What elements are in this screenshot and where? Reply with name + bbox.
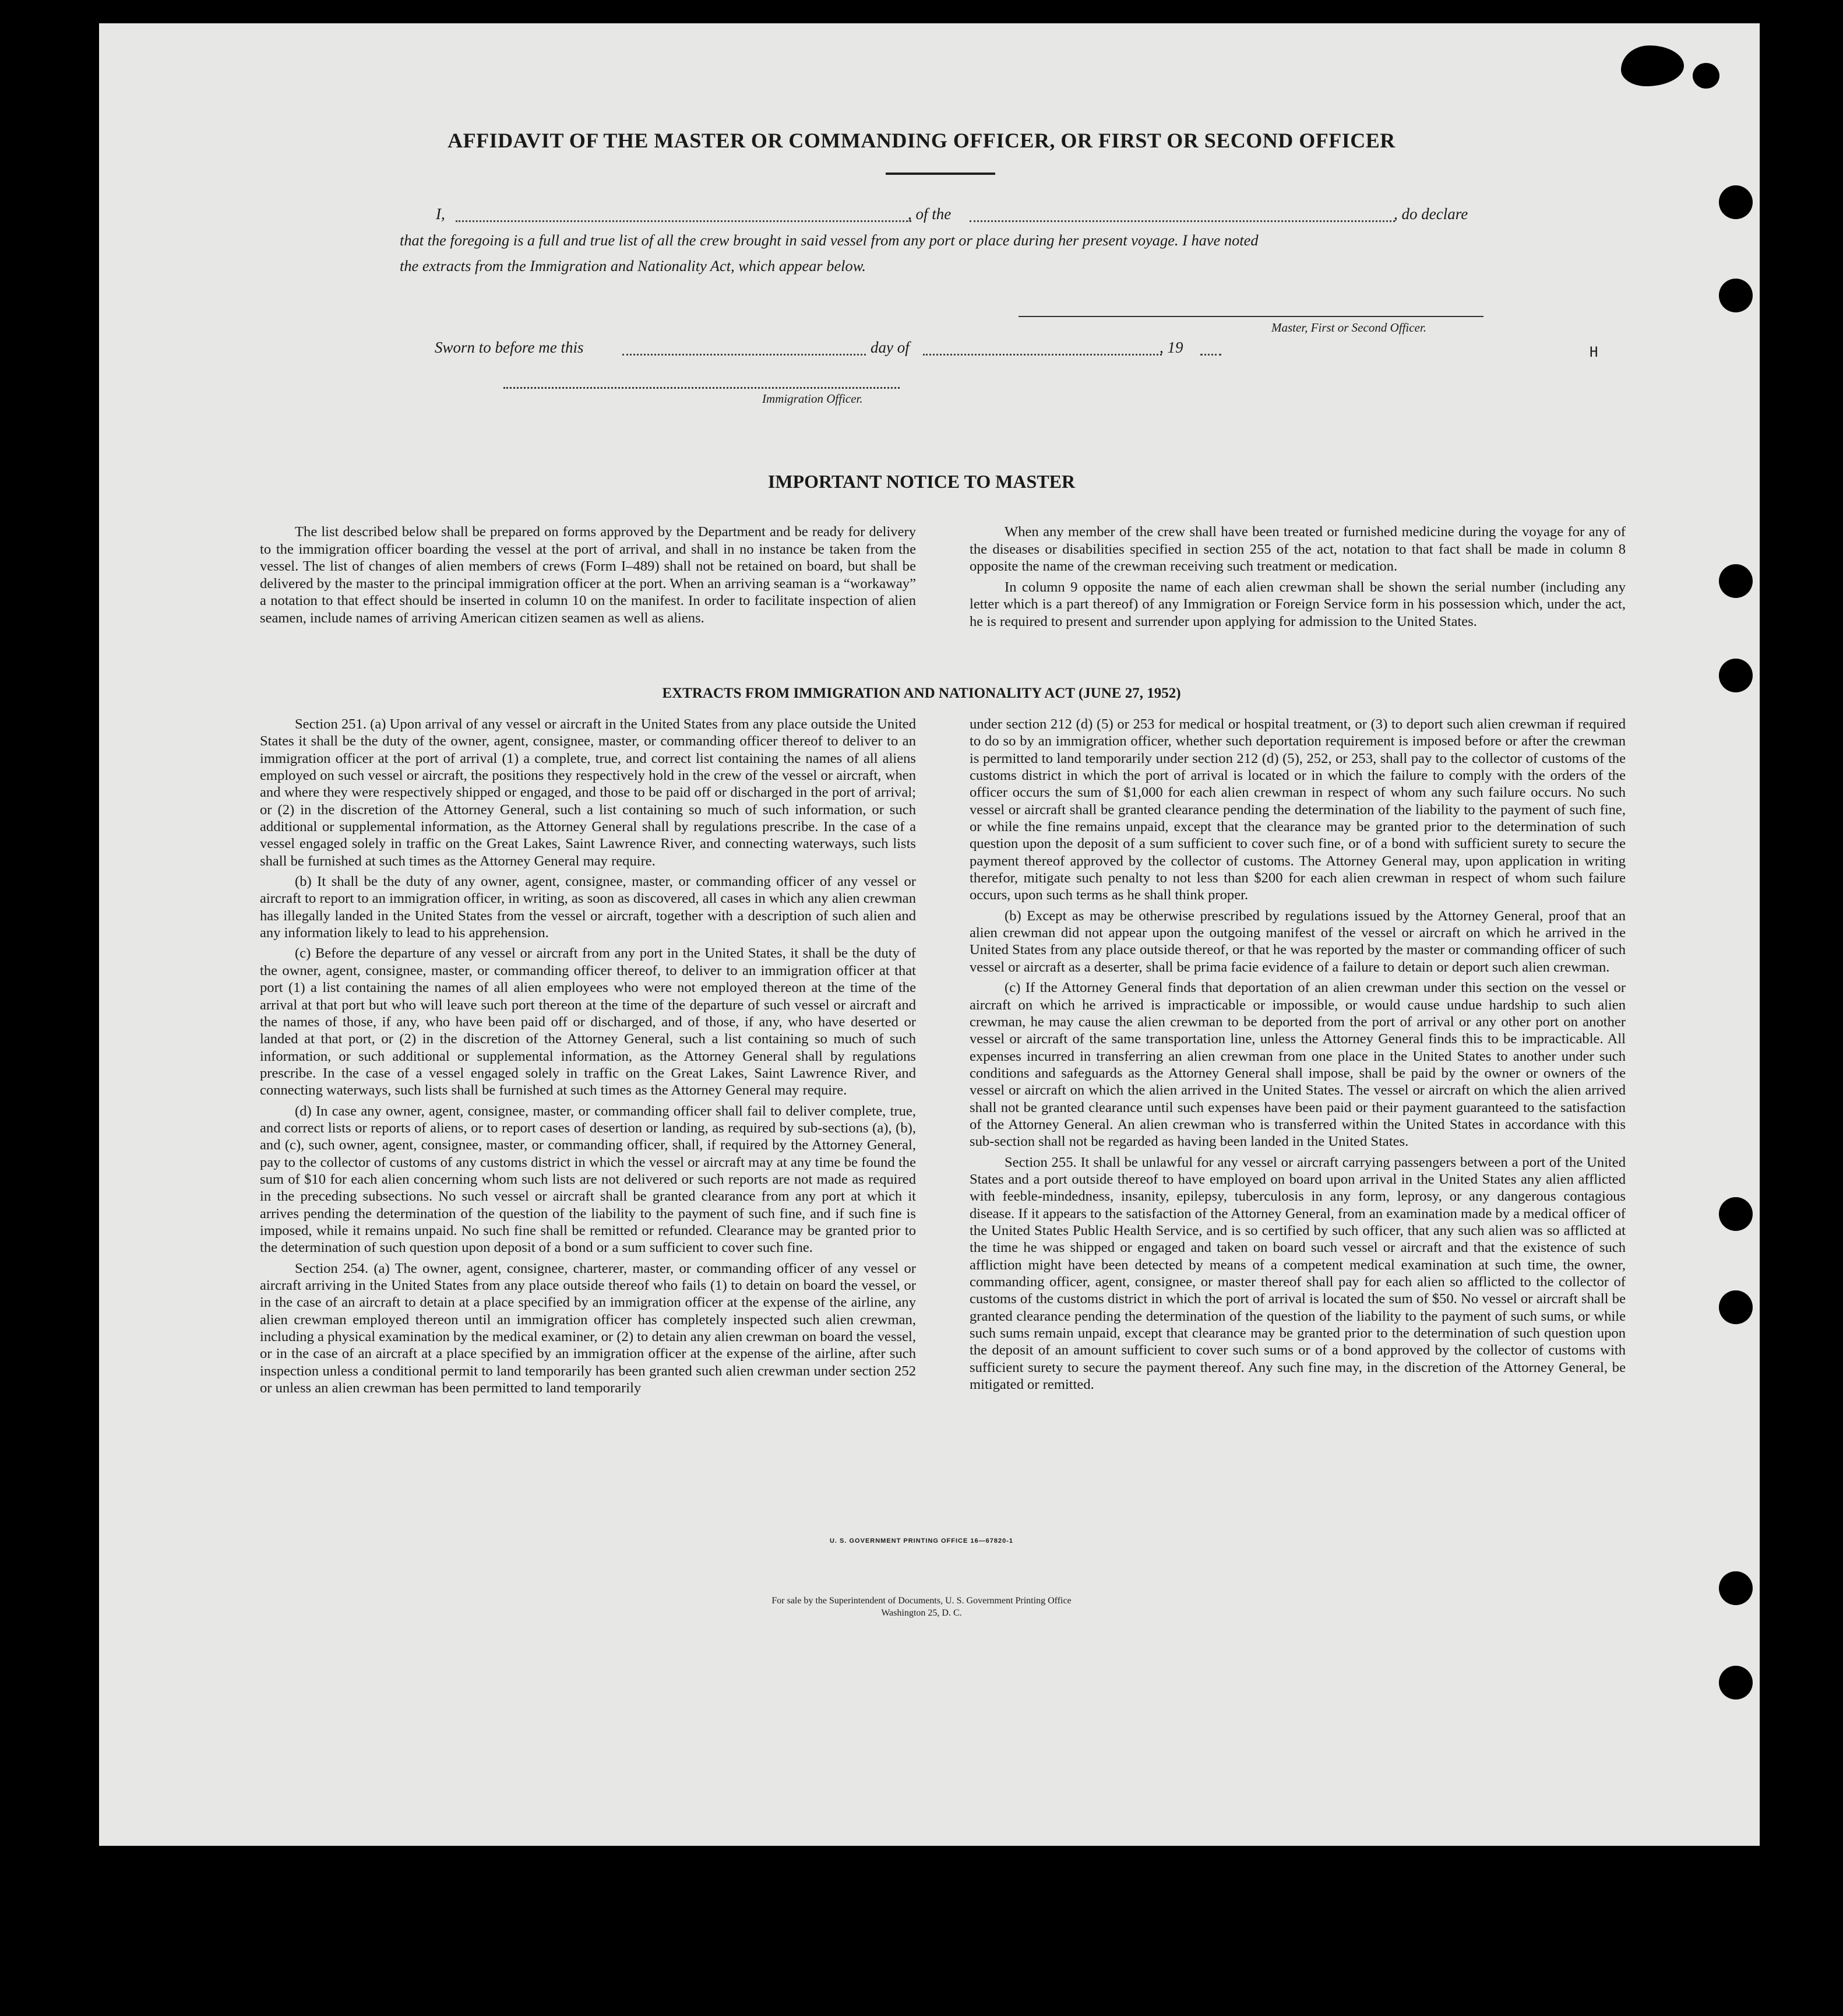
ink-blot: [1693, 63, 1719, 89]
punch-hole: [1719, 185, 1753, 219]
margin-mark: H: [1590, 344, 1598, 360]
section-paragraph: (d) In case any owner, agent, consignee, master, or commanding officer shall fail to deliver complete, true, and correct lists or reports of aliens, or to report cases of desertion or landing, as required by sub-sections (a), (b), and (c), such owner, agent, consignee, master, or commanding officer, shall, if required by the Attorney General, pay to the collector of customs of any customs district in which the vessel or aircraft may at any time be found the sum of $10 for each alien concerning whom such lists are not delivered or such reports are not made as required in the preceding subsections. No such vessel or aircraft shall be granted clearance from any port at which it arrives pending the determination of the question of the liability to the payment of such fine, and if such fine is imposed, while it remains unpaid. No such fine shall be remitted or refunded. Clearance may be granted prior to the determination of such question upon deposit of a bond or a sum sufficient to cover such fine.: [260, 1103, 916, 1256]
notice-right-column: [970, 523, 1626, 631]
i-label: I,: [436, 205, 445, 223]
sworn-year-field[interactable]: [1200, 354, 1221, 356]
sale-notice: [0, 1595, 1843, 1619]
name-field[interactable]: [456, 220, 911, 222]
section-paragraph: (c) Before the departure of any vessel or aircraft from any port in the United States, it shall be the duty of the owner, agent, consignee, master, or commanding officer thereof, to deliver to an immigration officer at that port (1) a list containing the names of all alien employees who were not employed thereon at the time of the arrival at that port but who will leave such port thereon at the time of the departure of such vessel or aircraft and the names of those, if any, who have been paid off or discharged, and of those, if any, who have deserted or landed at that port, or (2) in the discretion of the Attorney General, such a list containing so much of such information, or such additional or supplemental information, as the Attorney General shall by regulations prescribe. In the case of a vessel engaged solely in traffic on the Great Lakes, Saint Lawrence River, and connecting waterways, such lists shall be furnished at such times as the Attorney General may require.: [260, 945, 916, 1099]
notice-heading: IMPORTANT NOTICE TO MASTER: [767, 471, 1076, 492]
section-paragraph: Section 255. It shall be unlawful for any vessel or aircraft carrying passengers between a port of the United States and a port outside thereof to have employed on board upon arrival in the United States any alien afflicted with feeble-mindedness, insanity, epilepsy, tuberculosis in any form, leprosy, or any dangerous contagious disease. If it appears to the satisfaction of the Attorney General, from an examination made by a medical officer of the United States Public Health Service, and is so certified by such officer, that any such alien was so afflicted at the time he was shipped or engaged and taken on board such vessel or aircraft and that the existence of such affliction might have been detected by means of a competent medical examination at such time, the owner, commanding officer, agent, consignee, or master thereof shall pay for each alien so afflicted to the collector of customs of the customs district in which the port of arrival is located the sum of $50. No vessel or aircraft shall be granted clearance pending the determination of the question of the liability to the payment of such sums, or while such sums remain unpaid, except that clearance may be granted prior to the determination of such question upon the deposit of an amount sufficient to cover such sums or of a bond approved by the collector of customs with sufficient surety to secure the payment thereof. Any such fine may, in the discretion of the Attorney General, be mitigated or remitted.: [970, 1154, 1626, 1393]
statement-line-2: the extracts from the Immigration and Nationality Act, which appear below.: [400, 257, 866, 275]
punch-hole: [1719, 279, 1753, 312]
sale-line-2: Washington 25, D. C.: [881, 1608, 962, 1618]
gpo-imprint: U. S. GOVERNMENT PRINTING OFFICE 16—67820-1: [829, 1537, 1013, 1544]
notice-left-column: [260, 523, 916, 627]
extracts-heading: EXTRACTS FROM IMMIGRATION AND NATIONALITY ACT (JUNE 27, 1952): [662, 685, 1181, 701]
sworn-label: Sworn to before me this: [435, 339, 584, 356]
master-caption: Master, First or Second Officer.: [1271, 321, 1426, 335]
year-label: , 19: [1160, 339, 1183, 356]
do-declare-label: , do declare: [1394, 205, 1468, 223]
punch-hole: [1719, 564, 1753, 598]
master-signature-line[interactable]: [1019, 316, 1483, 317]
officer-signature-line[interactable]: [503, 387, 900, 389]
section-paragraph: (c) If the Attorney General finds that deportation of an alien crewman under this section on the vessel or aircraft on which he arrived is impracticable or impossible, or would cause undue hardship to such alien crewman, he may cause the alien crewman to be deported from the port of arrival or any other port on another vessel or aircraft of the same transportation line, unless the Attorney General finds this to be impracticable. All expenses incurred in transferring an alien crewman from one place in the United States to another under such conditions and safeguards as the Attorney General shall impose, shall be paid by the owner or owners of the vessel or aircraft on which the alien arrived in the United States. The vessel or aircraft on which the alien arrived shall not be granted clearance until such expenses have been paid or their payment guaranteed to the satisfaction of the Attorney General. An alien crewman who is transferred within the United States in accordance with this sub-section shall not be regarded as having been landed in the United States.: [970, 980, 1626, 1150]
extracts-right-column: [970, 716, 1626, 1393]
section-paragraph: (b) It shall be the duty of any owner, agent, consignee, master, or commanding officer of any vessel or aircraft to report to an immigration officer, in writing, as soon as discovered, all cases in which any alien crewman has illegally landed in the United States from the vessel or aircraft, together with a description of such alien and any information likely to lead to his apprehension.: [260, 874, 916, 941]
affidavit-title: AFFIDAVIT OF THE MASTER OR COMMANDING OFFICER, OR FIRST OR SECOND OFFICER: [447, 129, 1396, 152]
title-rule: [886, 173, 995, 175]
notice-paragraph: In column 9 opposite the name of each alien crewman shall be shown the serial number (including any letter which is a part thereof) of any Immigration or Foreign Service form in his possession which, under the act, he is required to present and surrender upon applying for admission to the United States.: [970, 579, 1626, 629]
day-of-label: day of: [871, 339, 910, 356]
officer-caption: Immigration Officer.: [762, 392, 863, 406]
sworn-month-field[interactable]: [923, 354, 1162, 356]
vessel-field[interactable]: [970, 220, 1395, 222]
sworn-day-field[interactable]: [622, 354, 866, 356]
section-paragraph: under section 212 (d) (5) or 253 for medical or hospital treatment, or (3) to deport such alien crewman if required to do so by an immigration officer, whether such deportation requirement is imposed before or after the crewman is permitted to land temporarily under section 212 (d) (5), 252, or 253, shall pay to the collector of customs of the customs district in which the port of arrival is located or in which the failure to comply with the orders of the officer occurs the sum of $1,000 for each alien crewman in respect of whom any such failure occurs. No such vessel or aircraft shall be granted clearance pending the determination of the liability to the payment of such fine, or while the fine remains unpaid, except that the clearance may be granted prior to the determination of such question upon the deposit of a sum sufficient to cover such fine, or of a bond with sufficient surety to secure the payment thereof approved by the collector of customs. The Attorney General may, upon application in writing therefor, mitigate such penalty to not less than $200 for each alien crewman in respect of whom such failure occurs, upon such terms as he shall think proper.: [970, 716, 1626, 903]
of-the-label: , of the: [908, 205, 952, 223]
section-paragraph: Section 251. (a) Upon arrival of any vessel or aircraft in the United States from any place outside the United States it shall be the duty of the owner, agent, consignee, master, or commanding officer thereof to deliver to an immigration officer at the port of arrival (1) a complete, true, and correct list containing the names of all aliens employed on such vessel or aircraft, the positions they respectively hold in the crew of the vessel or aircraft, when and where they were respectively shipped or engaged, and those to be paid off or discharged in the port of arrival; or (2) in the discretion of the Attorney General, such a list containing so much of such information, or such additional or supplemental information, as the Attorney General shall by regulations prescribe. In the case of a vessel engaged solely in traffic on the Great Lakes, Saint Lawrence River, and connecting waterways, such lists shall be furnished at such times as the Attorney General may require.: [260, 716, 916, 869]
extracts-left-column: [260, 716, 916, 1396]
statement-line-1: that the foregoing is a full and true list of all the crew brought in said vessel from any port or place during her present voyage. I have noted: [400, 231, 1259, 249]
notice-paragraph: When any member of the crew shall have been treated or furnished medicine during the voyage for any of the diseases or disabilities specified in section 255 of the act, notation to that fact shall be made in column 8 opposite the name of the crewman receiving such treatment or medication.: [970, 524, 1626, 575]
section-paragraph: Section 254. (a) The owner, agent, consignee, charterer, master, or commanding officer of any vessel or aircraft arriving in the United States from any place outside thereof who fails (1) to detain on board the vessel, or in the case of an aircraft to detain at a place specified by an immigration officer at the expense of the airline, any alien crewman employed thereon until an immigration officer has completely inspected such alien crewman, including a physical examination by the medical examiner, or (2) to detain any alien crewman on board the vessel, or in the case of an aircraft at a place specified by an immigration officer at the expense of the airline, after such inspection unless a conditional permit to land temporarily has been granted such alien crewman under section 252 or unless an alien crewman has been permitted to land temporarily: [260, 1260, 916, 1396]
notice-paragraph: The list described below shall be prepared on forms approved by the Department and be ready for delivery to the immigration officer boarding the vessel at the port of arrival, and shall in no instance be taken from the vessel. The list of changes of alien members of crews (Form I–489) shall not be retained on board, but shall be delivered by the master to the principal immigration officer at the port. When an arriving seaman is a “workaway” a notation to that effect should be inserted in column 10 on the manifest. In order to facilitate inspection of alien seamen, include names of arriving American citizen seamen as well as aliens.: [260, 524, 916, 626]
sale-line-1: For sale by the Superintendent of Documents, U. S. Government Printing Office: [771, 1596, 1072, 1606]
section-paragraph: (b) Except as may be otherwise prescribed by regulations issued by the Attorney General, proof that an alien crewman did not appear upon the outgoing manifest of the vessel or aircraft on which he arrived in the United States from any place outside thereof, or that he was reported by the master or commanding officer of such vessel or aircraft as a deserter, shall be prima facie evidence of a failure to detain or deport such alien crewman.: [970, 907, 1626, 975]
punch-hole: [1719, 1666, 1753, 1700]
punch-hole: [1719, 1290, 1753, 1324]
punch-hole: [1719, 1197, 1753, 1231]
